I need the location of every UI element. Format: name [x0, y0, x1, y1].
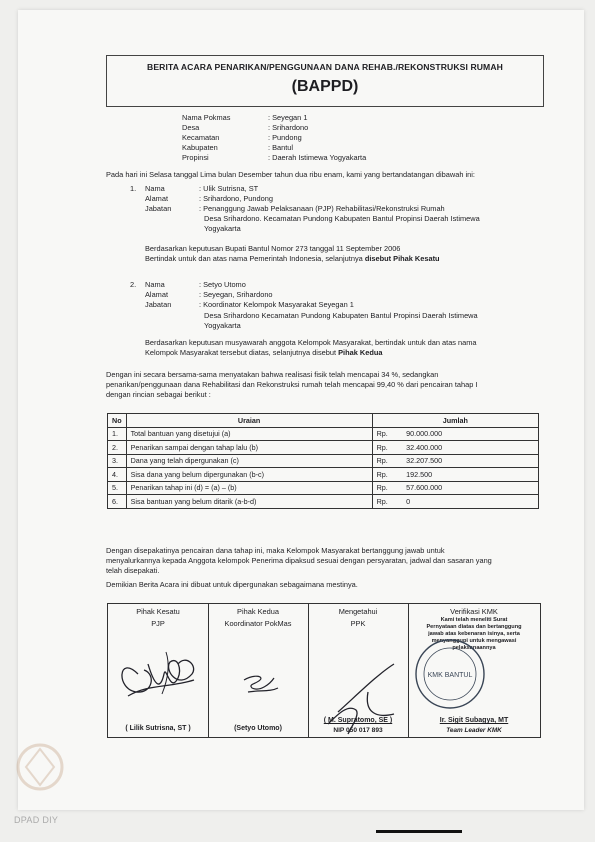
row-no: 2.	[108, 441, 127, 455]
faded-seal-icon	[12, 735, 72, 805]
signature-column-ppk	[308, 604, 409, 737]
signature-heading: Pihak Kedua	[237, 607, 279, 616]
signatory-name: ( Lilik Sutrisna, ST )	[125, 725, 191, 732]
signature-column-kmk	[408, 604, 540, 737]
table-row	[108, 454, 539, 468]
acting-text: Bertindak untuk dan atas nama Pemerintah Indonesia, selanjutnya	[145, 254, 365, 263]
field-value: : Penanggung Jawab Pelaksanaan (PJP) Rehabilitasi/Rekonstruksi Rumah	[199, 204, 445, 213]
field-label: Alamat	[145, 194, 169, 203]
party-number: 1.	[130, 184, 137, 193]
signature-role: PPK	[350, 619, 366, 628]
party-two-basis	[145, 348, 382, 358]
signature-scribble-icon	[208, 640, 308, 720]
signature-table	[107, 603, 541, 738]
statement-line: penarikan/penggunaan dana Rehabilitasi dan Rekonstruksi rumah telah mencapai 99,40 % dari pencairan tahap I	[106, 380, 478, 389]
document-title: BERITA ACARA PENARIKAN/PENGGUNAAN DANA REHAB./REKONSTRUKSI RUMAH	[147, 62, 503, 72]
signature-scribble-icon	[108, 634, 208, 714]
statement-line: Dengan ini secara bersama-sama menyatakan bahwa realisasi fisik telah mencapai 34 %, sedangkan	[106, 370, 439, 379]
identity-label: Kabupaten	[182, 143, 218, 152]
party-one-basis: Berdasarkan keputusan Bupati Bantul Nomor 273 tanggal 11 September 2006	[145, 244, 401, 253]
row-no: 5.	[108, 481, 127, 495]
row-uraian: Sisa dana yang belum dipergunakan (b-c)	[126, 468, 372, 482]
row-no: 3.	[108, 454, 127, 468]
identity-label: Propinsi	[182, 153, 209, 162]
field-label: Nama	[145, 184, 165, 193]
document-acronym: (BAPPD)	[291, 78, 359, 95]
title-box	[106, 55, 544, 107]
note-line: Kami telah meneliti Surat	[440, 617, 508, 623]
row-no: 4.	[108, 468, 127, 482]
signatory-nip: NIP 050 017 893	[333, 727, 383, 734]
identity-value: : Seyegan 1	[268, 113, 308, 122]
table-row	[108, 495, 539, 509]
row-currency: Rp.	[372, 454, 402, 468]
table-row	[108, 468, 539, 482]
field-value: : Srihardono, Pundong	[199, 194, 273, 203]
signature-column-pjp	[108, 604, 209, 737]
row-currency: Rp.	[372, 441, 402, 455]
party-number: 2.	[130, 280, 137, 289]
table-row	[108, 481, 539, 495]
closing-line: telah disepakati.	[106, 566, 160, 575]
table-row	[108, 441, 539, 455]
signature-heading: Verifikasi KMK	[450, 607, 498, 616]
closing-line: Demikian Berita Acara ini dibuat untuk dipergunakan sebagaimana mestinya.	[106, 580, 358, 589]
row-uraian: Penarikan tahap ini (d) = (a) – (b)	[126, 481, 372, 495]
party-one-acting	[145, 254, 440, 264]
closing-line: menyalurkannya kepada Anggota kelompok Penerima dipaksud sesuai dengan persyaratan, jadwal dan sasaran yang	[106, 556, 492, 565]
field-label: Alamat	[145, 290, 169, 299]
signature-heading: Mengetahui	[338, 607, 378, 616]
row-amount: 32.400.000	[402, 441, 538, 455]
row-amount: 90.000.000	[402, 427, 538, 441]
basis-bold: Pihak Kedua	[338, 348, 383, 357]
header-jumlah: Jumlah	[372, 414, 538, 428]
signatory-name: ( M. Supratomo, SE )	[323, 717, 393, 724]
note-line: menyanggupi untuk mengawasi	[431, 638, 517, 644]
row-uraian: Sisa bantuan yang belum ditarik (a-b-d)	[126, 495, 372, 509]
signatory-name: Ir. Sigit Subagya, MT	[439, 717, 509, 724]
row-uraian: Penarikan sampai dengan tahap lalu (b)	[126, 441, 372, 455]
signature-role: PJP	[151, 619, 165, 628]
stamp-text: KMK BANTUL	[427, 672, 473, 679]
official-stamp-icon	[410, 634, 490, 714]
signature-heading: Pihak Kesatu	[136, 607, 180, 616]
field-value-cont: Yogyakarta	[204, 224, 241, 233]
row-currency: Rp.	[372, 468, 402, 482]
field-label: Jabatan	[145, 300, 172, 309]
field-value: : Ulik Sutrisna, ST	[199, 184, 259, 193]
table-row	[108, 427, 539, 441]
note-line: pelaksanaannya	[452, 645, 496, 651]
signatory-role: Team Leader KMK	[446, 727, 502, 734]
field-value-cont: Desa Srihardono Kecamatan Pundong Kabupaten Bantul Propinsi Daerah Istimewa	[204, 311, 478, 320]
identity-label: Desa	[182, 123, 200, 132]
identity-block	[182, 113, 442, 165]
field-value: : Koordinator Kelompok Masyarakat Seyegan 1	[199, 300, 354, 309]
row-amount: 57.600.000	[402, 481, 538, 495]
acting-bold: disebut Pihak Kesatu	[364, 254, 440, 263]
identity-value: : Srihardono	[268, 123, 309, 132]
identity-value: : Bantul	[268, 143, 294, 152]
basis-text: Kelompok Masyarakat tersebut diatas, selanjutnya disebut	[145, 348, 339, 357]
closing-line: Dengan disepakatinya pencairan dana tahap ini, maka Kelompok Masyarakat bertanggung jawab untuk	[106, 546, 445, 555]
field-label: Jabatan	[145, 204, 172, 213]
row-amount: 0	[402, 495, 538, 509]
row-currency: Rp.	[372, 495, 402, 509]
watermark-text: DPAD DIY	[14, 815, 59, 825]
row-uraian: Dana yang telah dipergunakan (c)	[126, 454, 372, 468]
signature-role: Koordinator PokMas	[224, 619, 292, 628]
intro-text: Pada hari ini Selasa tanggal Lima bulan Desember tahun dua ribu enam, kami yang bertandatangan dibawah ini:	[106, 170, 475, 179]
identity-label: Kecamatan	[182, 133, 220, 142]
row-amount: 192.500	[402, 468, 538, 482]
identity-value: : Pundong	[268, 133, 302, 142]
bottom-rule	[376, 830, 462, 833]
details-table	[107, 413, 539, 509]
field-value-cont: Yogyakarta	[204, 321, 241, 330]
field-value: : Setyo Utomo	[199, 280, 246, 289]
party-two-basis: Berdasarkan keputusan musyawarah anggota Kelompok Masyarakat, bertindak untuk dan atas nama	[145, 338, 477, 347]
row-amount: 32.207.500	[402, 454, 538, 468]
party-two-block	[145, 280, 545, 340]
header-no: No	[108, 414, 127, 428]
field-label: Nama	[145, 280, 165, 289]
signatory-name: (Setyo Utomo)	[234, 725, 282, 732]
field-value-cont: Desa Srihardono. Kecamatan Pundong Kabupaten Bantul Propinsi Daerah Istimewa	[204, 214, 480, 223]
note-line: Pernyataan diatas dan bertanggung	[426, 624, 522, 630]
header-uraian: Uraian	[126, 414, 372, 428]
row-currency: Rp.	[372, 481, 402, 495]
row-currency: Rp.	[372, 427, 402, 441]
statement-line: dengan rincian sebagai berikut :	[106, 390, 211, 399]
row-no: 6.	[108, 495, 127, 509]
row-no: 1.	[108, 427, 127, 441]
row-uraian: Total bantuan yang disetujui (a)	[126, 427, 372, 441]
signature-column-pokmas	[208, 604, 309, 737]
table-header-row	[108, 414, 539, 428]
field-value: : Seyegan, Srihardono	[199, 290, 273, 299]
identity-label: Nama Pokmas	[182, 113, 231, 122]
note-line: jawab atas kebenaran isinya, serta	[428, 631, 520, 637]
identity-value: : Daerah Istimewa Yogyakarta	[268, 153, 367, 162]
